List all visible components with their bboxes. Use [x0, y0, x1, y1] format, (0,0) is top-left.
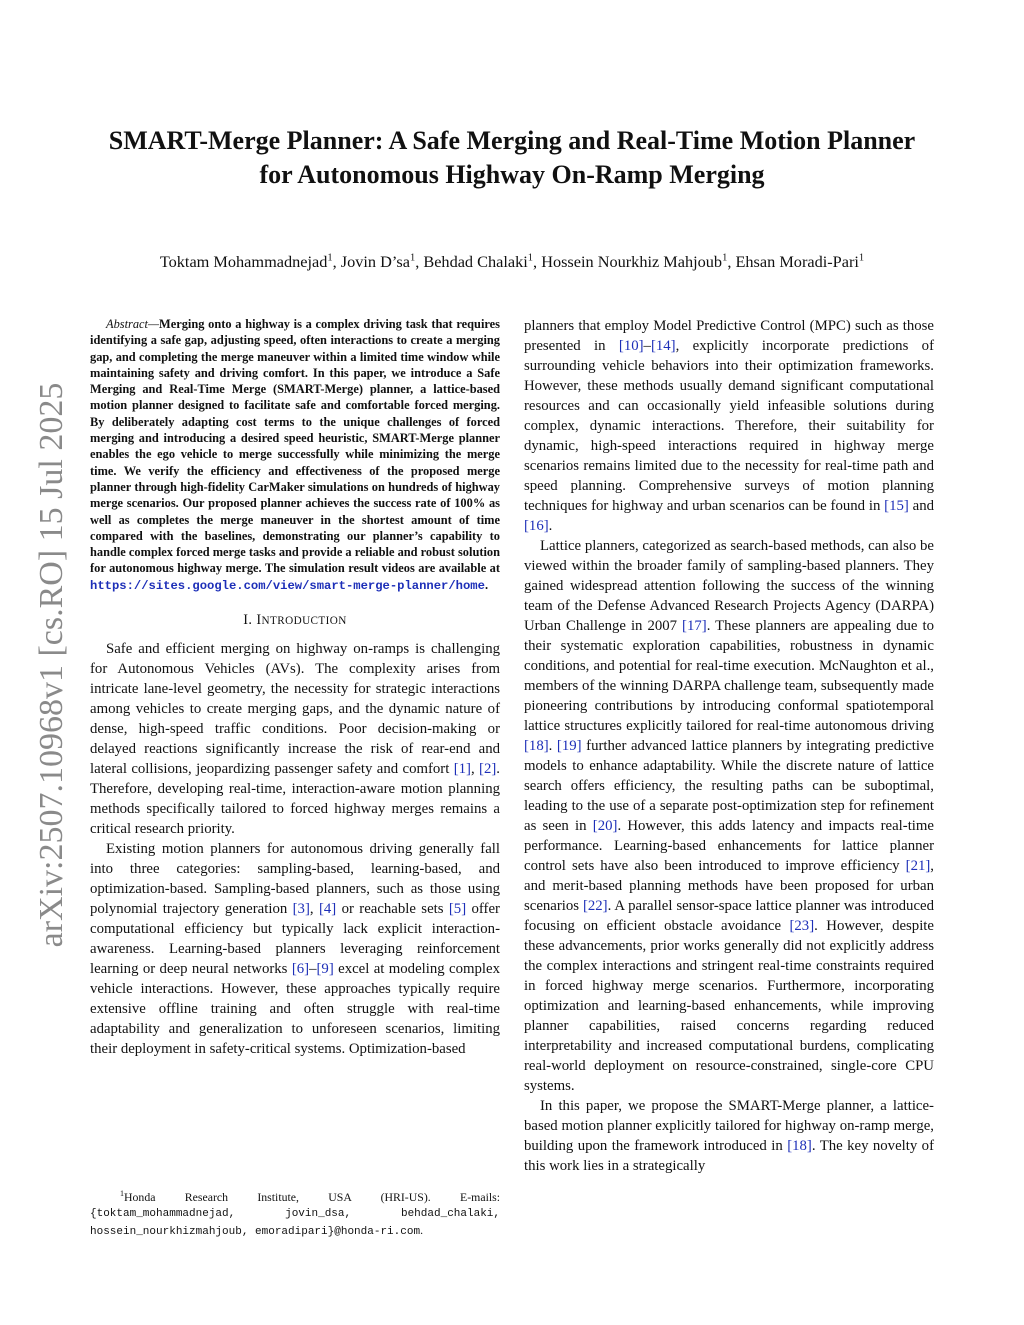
paragraph: Safe and efficient merging on highway on-ramps is challenging for Autonomous Vehicles (AVs). The complexity arises from intricate lane-level geometry, the necessity for strategic interactions among vehicles to create merging gaps, and the dynamic nature of dense, high-speed traffic conditions. Poor decision-making or delayed reactions significantly increase the risk of rear-end and lateral collisions, jeopardizing passenger safety and comfort [1], [2]. Therefore, developing real-time, interaction-aware motion planning methods specifically tailored to forced highway merges remains a critical research priority.	[90, 641, 500, 838]
abstract: Abstract—Merging onto a highway is a complex driving task that requires identifying a safe gap, adjusting speed, often interactions to create a merging gap, and completing the merge maneuver within a limited time window while maintaining safety and driving comfort. In this paper, we introduce a Safe Merging and Real-Time Merge (SMART-Merge) planner, a lattice-based motion planner designed to facilitate safe and comfortable forced merging. By deliberately adapting cost terms to the unique challenges of forced merging and introducing a desired speed heuristic, SMART-Merge planner enables the ego vehicle to merge successfully while minimizing the merge time. We verify the efficiency and effectiveness of the proposed merge planner through high-fidelity CarMaker simulations on hundreds of highway merge scenarios. Our proposed planner achieves the success rate of 100% as well as completes the merge maneuver in the shortest amount of time compared with the baselines, demonstrating our planner’s capability to handle complex forced merge tasks and provide a reliable and robust solution for autonomous highway merge. The simulation result videos are available at https://sites.google.com/view/smart-merge-planner/home.	[90, 317, 500, 593]
author-list: Toktam Mohammadnejad$^1$, Jovin $D’sa^1$, Behdad Chalaki$^1$, Hossein Nourkhiz Mahjoub$^1$, Ehsan Moradi-Pari$^1$	[159, 252, 865, 271]
project-url-link[interactable]: https://sites.google.com/view/smart-merge-planner/home	[90, 578, 485, 593]
left-column	[90, 316, 500, 1059]
intro-paragraphs-right	[524, 316, 934, 1176]
citation-link[interactable]: [17]	[682, 618, 707, 634]
affiliation-footnote: $^1$Honda Research Institute, USA (HRI-US). E-mails: {toktam_mohammadnejad, jovin_dsa, behdad_chalaki, hossein_nourkhizmahjoub, emoradipari}@honda-ri.com.	[90, 1189, 500, 1238]
intro-paragraphs-left	[90, 639, 500, 1059]
citation-link[interactable]: [2]	[479, 761, 497, 778]
citation-link[interactable]: [19]	[556, 738, 582, 754]
paper-title: SMART-Merge Planner: A Safe Merging and Real-Time Motion Planner for Autonomous Highway On-Ramp Merging	[108, 126, 916, 189]
citation-link[interactable]: [22]	[582, 898, 608, 914]
paragraph: planners that employ Model Predictive Control (MPC) such as those presented in [10]–[14], explicitly incorporate predictions of surrounding vehicle behaviors into their optimization frameworks. However, these methods usually demand significant computational resources and can occasionally yield infeasible solutions during complex, dynamic interactions. Therefore, their suitability for dynamic, high-speed interactions required in highway merge scenarios remains limited due to the necessity for real-time path and speed planning. Comprehensive surveys of motion planning techniques for highway and urban scenarios can be found in [15] and [16].	[524, 318, 934, 534]
citation-link[interactable]: [9]	[316, 961, 334, 978]
paragraph: Existing motion planners for autonomous driving generally fall into three categories: sampling-based, learning-based, and optimization-based. Sampling-based planners, such as those using polynomial trajectory generation [3], [4] or reachable sets [5] offer computational efficiency but typically lack explicit interaction-awareness. Learning-based planners leveraging reinforcement learning or deep neural networks [6]–[9] excel at modeling complex vehicle interactions. However, these approaches typically require extensive offline training and often struggle with real-time adaptability and generalization to unforeseen scenarios, limiting their deployment in safety-critical systems. Optimization-based	[90, 841, 500, 1058]
author-name: Behdad Chalaki$^1$	[423, 252, 534, 271]
author-name: Toktam Mohammadnejad$^1$	[159, 252, 333, 271]
citation-link[interactable]: [15]	[884, 498, 909, 514]
paragraph: In this paper, we propose the SMART-Merge planner, a lattice-based motion planner explicitly tailored for highway on-ramp merge, building upon the framework introduced in [18]. The key novelty of this work lies in a strategically	[524, 1098, 935, 1174]
abstract-text: Merging onto a highway is a complex driving task that requires identifying a safe gap, adjusting speed, often interactions to create a merging gap, and completing the merge maneuver within a limited time window while maintaining safety and driving comfort. In this paper, we introduce a Safe Merging and Real-Time Merge (SMART-Merge) planner, a lattice-based motion planner designed to facilitate safe and comfortable forced merging. By deliberately adapting cost terms to the unique challenges of forced merging and introducing a desired speed heuristic, SMART-Merge planner enables the ego vehicle to merge successfully while minimizing the merge time. We verify the efficiency and effectiveness of the proposed merge planner through high-fidelity CarMaker simulations on hundreds of highway merge scenarios. Our proposed planner achieves the success rate of 100% as well as completes the merge maneuver in the shortest amount of time compared with the baselines, demonstrating our planner’s capability to handle complex forced merge tasks and provide a reliable and robust solution for autonomous highway merge. The simulation result videos are available at	[90, 317, 500, 576]
author-name: Hossein Nourkhiz Mahjoub$^1$	[541, 252, 728, 271]
citation-link[interactable]: [16]	[524, 518, 549, 534]
citation-link[interactable]: [10]	[618, 338, 644, 354]
arxiv-identifier: arXiv:2507.10968v1 [cs.RO] 15 Jul 2025	[33, 382, 70, 948]
section-heading-introduction: I. INTRODUCTION	[243, 612, 347, 629]
author-emails: {toktam_mohammadnejad, jovin_dsa, behdad_chalaki, hossein_nourkhizmahjoub, emoradipari}@honda-ri.com	[90, 1208, 500, 1238]
abstract-label: Abstract—	[106, 317, 160, 331]
citation-link[interactable]: [18]	[787, 1138, 812, 1154]
right-column	[524, 316, 934, 1176]
citation-link[interactable]: [3]	[292, 901, 310, 918]
citation-link[interactable]: [6]	[291, 961, 310, 978]
author-name: Jovin $D’sa^1$	[340, 252, 416, 271]
citation-link[interactable]: [14]	[650, 338, 676, 354]
citation-link[interactable]: [20]	[592, 818, 618, 834]
citation-link[interactable]: [4]	[318, 901, 337, 918]
citation-link[interactable]: [18]	[524, 738, 549, 754]
citation-link[interactable]: [21]	[905, 858, 931, 874]
citation-link[interactable]: [5]	[448, 901, 467, 918]
citation-link[interactable]: [23]	[789, 918, 815, 934]
author-name: Ehsan Moradi-Pari$^1$	[735, 252, 865, 271]
paragraph: Lattice planners, categorized as search-based methods, can also be viewed within the broader family of sampling-based planners. They gained widespread attention following the success of the winning team of the Defense Advanced Research Projects Agency (DARPA) Urban Challenge in 2007 [17]. These planners are appealing due to their systematic exploration capabilities, robustness in dynamic conditions, and potential for real-time execution. McNaughton et al., members of the winning DARPA challenge team, subsequently made pioneering contributions by introducing conformal spatiotemporal lattice structures explicitly tailored for real-time autonomous driving [18]. [19] further advanced lattice planners by integrating predictive models to enhance adaptability. While the discrete nature of lattice search offers efficiency, the resulting paths can be suboptimal, leading to the use of a separate post-optimization step for refinement as seen in [20]. However, this adds latency and impacts real-time performance. Learning-based enhancements for lattice planner control sets have also been introduced to improve efficiency [21], and merit-based planning methods have been proposed for urban scenarios [22]. A parallel sensor-space lattice planner was introduced focusing on efficient obstacle avoidance [23]. However, despite these advancements, prior works generally did not explicitly address the complex interactions and stringent real-time constraints required in forced highway merge scenarios. Furthermore, incorporating optimization and learning-based enhancements, while improving planner capabilities, raised concerns regarding reduced interpretability and increased computational burdens, complicating real-world deployment on resource-constrained, single-core CPU systems.	[524, 538, 934, 1094]
citation-link[interactable]: [1]	[453, 761, 471, 778]
